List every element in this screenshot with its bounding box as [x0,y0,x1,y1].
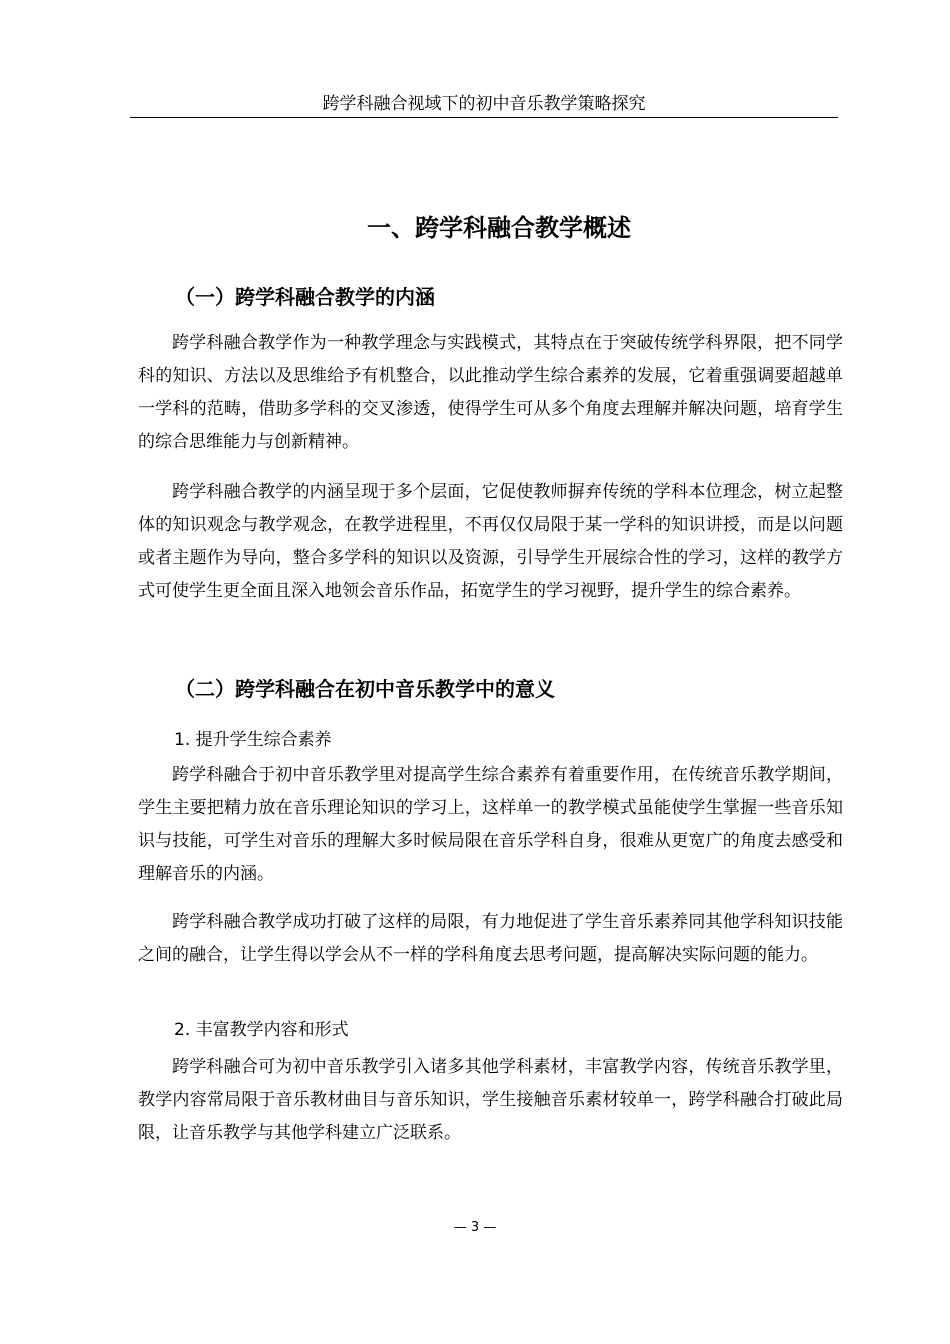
paragraph: 跨学科融合教学的内涵呈现于多个层面，它促使教师摒弃传统的学科本位理念，树立起整体的知识观念与教学观念，在教学进程里，不再仅仅局限于某一学科的知识讲授，而是以问题或者主题作为导向，整合多学科的知识以及资源，引导学生开展综合性的学习，这样的教学方式可使学生更全面且深入地领会音乐作品，拓宽学生的学习视野，提升学生的综合素养。 [138,482,843,601]
section-title-2: （二）跨学科融合在初中音乐教学中的意义 [175,677,555,701]
header-rule [130,117,838,118]
paragraph: 跨学科融合于初中音乐教学里对提高学生综合素养有着重要作用，在传统音乐教学期间，学生主要把精力放在音乐理论知识的学习上，这样单一的教学模式虽能使学生掌握一些音乐知识与技能，可学生对音乐的理解大多时候局限在音乐学科自身，很难从更宽广的角度去感受和理解音乐的内涵。 [138,765,843,884]
subsection-title-1: 1. 提升学生综合素养 [174,730,332,750]
running-header: 跨学科融合视域下的初中音乐教学策略探究 [322,94,646,114]
paragraph: 跨学科融合教学作为一种教学理念与实践模式，其特点在于突破传统学科界限，把不同学科的知识、方法以及思维给予有机整合，以此推动学生综合素养的发展，它着重强调要超越单一学科的范畴，借助多学科的交叉渗透，使得学生可从多个角度去理解并解决问题，培育学生的综合思维能力与创新精神。 [138,333,843,452]
subsection-title-2: 2. 丰富教学内容和形式 [174,1020,349,1040]
paragraph: 跨学科融合可为初中音乐教学引入诸多其他学科素材，丰富教学内容，传统音乐教学里，教学内容常局限于音乐教材曲目与音乐知识，学生接触音乐素材较单一，跨学科融合打破此局限，让音乐教学与其他学科建立广泛联系。 [138,1057,843,1143]
paragraph: 跨学科融合教学成功打破了这样的局限，有力地促进了学生音乐素养同其他学科知识技能之间的融合，让学生得以学会从不一样的学科角度去思考问题，提高解决实际问题的能力。 [138,912,843,965]
section-title-1: （一）跨学科融合教学的内涵 [175,285,435,309]
chapter-title: 一、跨学科融合教学概述 [367,214,631,242]
page-number: — 3 — [453,1220,497,1235]
